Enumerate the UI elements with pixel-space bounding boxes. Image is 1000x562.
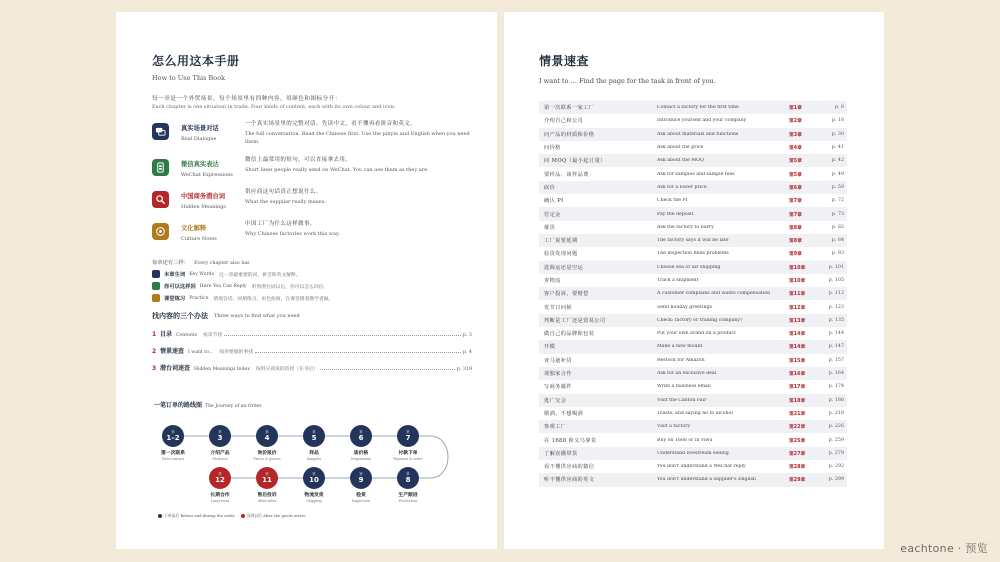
journey-label-en: First contact [161,457,184,461]
task-page: p. 18 [831,118,844,124]
find-heading [152,311,472,321]
extra-practice [152,294,472,302]
extra-name-en: Key Words [189,271,214,277]
also-cn: 每章还有三样： [152,260,190,266]
task-chapter: 第7章 [789,199,802,205]
task-chapter: 第10章 [789,279,806,284]
task-chapter: 第28章 [789,465,806,471]
task-chapter: 第9章 [789,252,802,258]
journey-node-number: 9 [358,476,364,484]
reply-icon [152,282,160,290]
journey-node-label [242,491,292,503]
journey-node-number: 5 [311,434,317,442]
task-en: Introduce yourself and your company [657,118,747,124]
journey-node-number: 7 [405,434,411,442]
journey-label-cn: 售后投诉 [257,493,277,498]
journey-node-prefix: 第 [218,430,222,434]
journey-label-en: Inspection [351,499,370,503]
task-row[interactable] [539,234,847,247]
practice-icon [152,294,160,302]
task-cn: 客户投诉，要赔偿 [544,291,589,298]
task-en: Toasts, and saying no to alcohol [657,410,733,416]
journey-label-cn: 介绍产品 [210,451,230,456]
task-row[interactable] [539,314,847,327]
task-row[interactable] [539,154,847,167]
section-desc-en: What the supplier really means. [245,199,327,205]
journey-title-en: The Journey of an Order [205,404,262,409]
task-en: Check: factory or trading company? [657,317,743,323]
journey-node-number: 6 [358,434,364,442]
legend-dot-after [241,514,245,518]
task-chapter: 第14章 [789,332,806,338]
journey-node-label [195,491,245,503]
journey-label-cn: 询价报价 [257,451,277,456]
journey-node-label [383,449,433,461]
find-num: 3 [152,365,157,372]
task-cn: 在 1688 和义乌拿货 [544,437,597,444]
left-page-title: 怎么用这本手册 [152,54,240,68]
task-page: p. 105 [828,278,844,283]
find-heading-cn: 找内容的三个办法 [152,312,208,320]
task-row[interactable] [539,287,847,300]
section-name-cn: 文化解释 [181,225,207,232]
journey-node-number: 10 [309,476,319,484]
section-desc-en: Why Chinese factories work this way. [245,231,340,237]
section-name-en: Hidden Meanings [181,204,226,210]
task-en: Ask for an exclusive deal [657,371,717,377]
task-page: p. 135 [828,317,844,323]
find-desc: 按章节找 [202,333,223,338]
task-cn: 做自己的品牌和包装 [544,331,595,338]
journey-label-cn: 第一次联系 [161,451,185,456]
find-cn: 潜台词速查 [160,365,191,372]
task-en: Ask for samples and sample fees [657,171,735,177]
task-chapter: 第22章 [789,425,806,431]
task-row[interactable] [539,367,847,380]
task-en: Contact a factory for the first time [657,105,739,111]
extra-name-cn: 你可以这样回 [164,284,196,290]
find-item-i-want-to[interactable] [152,346,472,355]
task-page: p. 123 [828,304,844,310]
task-cn: 听不懂供应商的英文 [544,477,595,484]
section-desc-cn: 供应商这句话真正想说什么。 [245,189,322,195]
task-en: Visit a factory [657,424,691,430]
task-en: Ask for a lower price [657,184,707,190]
find-heading-en: Three ways to find what you need [214,313,300,319]
task-cn: 问价格 [544,145,561,152]
task-en: Restock for Amazon [657,357,705,363]
find-cn: 情景速查 [160,348,185,355]
task-page: p. 144 [828,331,844,337]
task-en: Visit the Canton Fair [657,397,707,403]
task-chapter: 第1章 [789,106,802,112]
task-cn: 查物流 [544,278,561,284]
journey-label-cn: 长期合作 [210,493,230,498]
section-desc-en: The full conversation. Read the Chinese first. Use the pinyin and English when you need them. [245,131,470,145]
task-row[interactable] [539,207,847,220]
task-chapter: 第2章 [789,119,802,125]
extra-reply [152,282,472,290]
task-page: p. 41 [831,145,844,151]
journey-node-prefix: 第 [359,430,363,434]
task-en: The factory says it will be late [657,238,729,244]
legend-dot-before [158,514,162,518]
task-cn: 第一次联系一家工厂 [544,105,595,112]
task-row[interactable] [539,221,847,234]
task-row[interactable] [539,247,847,260]
journey-node-number: 4 [264,434,270,442]
section-name-cn: 真实场景对话 [181,125,219,132]
task-cn: 谈独家合作 [544,371,572,378]
task-page: p. 186 [828,397,844,403]
task-row[interactable] [539,433,847,446]
find-item-hidden-meanings-index[interactable] [152,363,472,372]
task-chapter: 第17章 [789,385,806,391]
left-page-subtitle: How to Use This Book [152,74,226,82]
task-chapter: 第15章 [789,358,806,364]
task-page: p. 42 [831,158,844,164]
journey-node-prefix: 第 [406,430,410,434]
task-en: Make a new mould [657,344,703,350]
extra-name-cn: 课堂练习 [164,296,186,302]
task-cn: 选海运还是空运 [544,264,584,271]
task-cn: 逛广交会 [544,397,567,404]
task-cn: 看不懂供应商的微信 [544,464,595,471]
task-row[interactable] [539,167,847,180]
content-types-list [152,120,472,242]
task-cn: 确认 PI [544,198,564,205]
task-page: p. 299 [828,477,844,483]
task-row[interactable] [539,261,847,274]
journey-node [303,467,325,489]
task-en: Put your own brand on a product [657,331,736,337]
task-page: p. 174 [828,384,844,390]
journey-node-prefix: 第 [218,472,222,476]
task-row[interactable] [539,194,847,207]
task-en: Track a shipment [657,278,699,283]
task-page: p. 226 [828,424,844,430]
task-cn: 写商务邮件 [544,384,572,391]
task-page: p. 292 [828,464,844,470]
also-en: Every chapter also has [194,261,250,266]
task-en: You don't understand a WeChat reply [657,464,746,470]
find-item-contents[interactable] [152,329,472,338]
task-chapter: 第5章 [789,172,802,178]
task-page: p. 259 [828,437,844,443]
task-chapter: 第18章 [789,398,806,404]
journey-node-label [289,491,339,503]
journey-node-prefix: 第 [265,430,269,434]
phone-chat-icon [152,159,169,176]
task-row[interactable] [539,447,847,460]
task-lookup-table [539,101,847,487]
task-en: Choose sea or air shipping [657,264,721,270]
task-cn: 工厂说要延期 [544,238,578,245]
task-row[interactable] [539,300,847,313]
section-desc-cn: 一个真实场景里的完整对话。先读中文，看不懂再看拼音和英文。 [245,121,417,127]
find-num: 1 [152,331,157,338]
task-row[interactable] [539,128,847,141]
task-page: p. 164 [828,371,844,377]
journey-node [397,425,419,447]
chat-bubbles-icon [152,123,169,140]
journey-node-prefix: 第 [265,472,269,476]
journey-node-label [336,449,386,461]
task-chapter: 第3章 [789,132,802,138]
legend-after: 货到以后 After the goods arrive [246,513,306,518]
task-en: Understand livestream selling [657,450,729,456]
journey-label-cn: 谈价格 [353,451,369,456]
dot-leader [320,369,455,370]
task-row[interactable] [539,181,847,194]
journey-label-cn: 物流发货 [304,493,324,498]
find-en: Hidden Meanings Index [194,367,250,372]
section-name-en: WeChat Expressions [181,172,233,178]
task-cn: 问 MOQ（最小起订量） [544,158,606,165]
task-en: The inspection finds problems [657,251,729,257]
task-page: p. 73 [831,211,844,217]
task-cn: 了解直播带货 [544,450,578,457]
section-hidden-meanings [152,188,472,210]
journey-node-number: 12 [215,476,225,484]
find-num: 2 [152,348,157,355]
intro-chinese: 每一章是一个外贸场景。每个场景里有四种内容，用颜色和图标分开： [152,96,341,102]
section-wechat-expressions [152,156,472,178]
section-name-en: Real Dialogue [181,136,217,142]
journey-node-label [148,449,198,461]
task-page: p. 147 [828,344,844,350]
journey-node-prefix: 第 [171,430,175,434]
task-en: Pay the deposit [657,211,694,217]
task-row[interactable] [539,407,847,420]
task-row[interactable] [539,473,847,486]
task-page: p. 157 [828,357,844,363]
journey-label-cn: 生产跟进 [398,493,418,498]
brand-watermark: eachtone · 预览 [900,542,988,555]
magnifier-icon [152,191,169,208]
task-row[interactable] [539,114,847,127]
journey-node-label [289,449,339,461]
extra-desc: 听到潜台词以后，你可以怎么回应。 [251,284,329,290]
journey-label-cn: 验货 [356,493,366,498]
task-chapter: 第4章 [789,146,802,152]
order-journey-diagram [154,400,464,525]
task-en: Check the PI [657,198,688,204]
task-page: p. 93 [831,251,844,257]
journey-node-number: 11 [262,476,272,484]
task-row[interactable] [539,101,847,114]
journey-label-en: Prices & quotes [253,457,281,461]
culture-medallion-icon [152,223,169,240]
find-page: p. 319 [456,367,472,372]
journey-node-label [383,491,433,503]
task-en: You don't understand a supplier's English [657,477,756,483]
task-page: p. 72 [831,198,844,204]
find-page: p. 4 [462,350,472,355]
task-en: Ask about the MOQ [657,158,704,164]
also-has-line [152,258,472,266]
find-desc: 按供应商说的话找（在书后） [255,367,319,372]
journey-node [397,467,419,489]
task-en: Write a business email [657,384,711,390]
task-chapter: 第13章 [789,318,806,324]
journey-label-en: Production [398,499,418,503]
task-cn: 验货发现问题 [544,251,578,258]
task-chapter: 第5章 [789,159,802,165]
task-page: p. 112 [828,291,844,297]
task-en: A customer complains and wants compensation [657,291,771,297]
extra-desc: 情境会话、回填练习、角色扮演，在课堂跟着教学者做。 [213,296,334,302]
key-words-icon [152,270,160,278]
task-page: p. 30 [831,131,844,137]
task-page: p. 84 [831,238,844,244]
journey-label-en: Payment & order [393,457,423,461]
journey-node-prefix: 第 [312,472,316,476]
journey-label-en: Long-term [211,499,229,503]
journey-node [350,467,372,489]
task-row[interactable] [539,394,847,407]
task-chapter: 第11章 [789,292,806,298]
extra-name-cn: 本章生词 [164,272,186,278]
legend-before: 下单前后 Before and during the order [164,513,235,518]
task-row[interactable] [539,340,847,353]
task-cn: 介绍自己和公司 [544,118,584,125]
section-desc-cn: 中国工厂为什么这样做事。 [245,221,316,227]
dot-leader [224,335,461,336]
task-en: Send holiday greetings [657,304,712,310]
journey-node-prefix: 第 [312,430,316,434]
task-row[interactable] [539,141,847,154]
task-cn: 付定金 [544,211,561,218]
journey-node-label [195,449,245,461]
task-chapter: 第29章 [789,478,806,484]
task-chapter: 第7章 [789,212,802,218]
journey-node [209,425,231,447]
journey-node-prefix: 第 [359,472,363,476]
find-page: p. 3 [462,333,472,338]
task-chapter: 第8章 [789,225,802,231]
task-chapter: 第16章 [789,372,806,378]
task-row[interactable] [539,420,847,433]
task-chapter: 第21章 [789,411,806,417]
task-chapter: 第14章 [789,345,806,351]
journey-label-cn: 样品 [309,451,319,456]
journey-title-cn: 一笔订单的路线图 [154,402,203,409]
task-en: Ask about materials and functions [657,131,739,137]
task-page: p. 8 [834,105,844,111]
task-chapter: 第27章 [789,451,806,457]
journey-connector-lines [154,400,464,525]
left-page [116,12,497,549]
journey-node [162,425,184,447]
journey-node [256,467,278,489]
section-desc-en: Short lines people really send on WeChat. You can use them as they are. [245,167,429,173]
task-chapter: 第12章 [789,305,806,311]
section-culture-notes [152,220,472,242]
section-name-cn: 中国商务潜台词 [181,193,226,200]
task-row[interactable] [539,460,847,473]
task-page: p. 279 [828,450,844,456]
task-cn: 发节日问候 [544,304,572,311]
journey-node-number: 1–2 [166,434,180,442]
task-cn: 敬酒、不想喝酒 [544,410,584,417]
section-desc-cn: 微信上最常用的短句，可以直接拿去用。 [245,157,352,163]
dot-leader [255,352,461,353]
section-name-cn: 微信真实表达 [181,161,219,168]
journey-label-en: Negotiation [350,457,372,461]
task-row[interactable] [539,354,847,367]
extra-name-en: Here You Can Reply [199,283,247,289]
right-page-subtitle: I want to … Find the page for the task in front of you. [539,77,716,85]
find-desc: 按你要做的事找 [219,350,254,355]
task-cn: 催货 [544,224,556,231]
task-cn: 开模 [544,344,556,351]
task-cn: 要样品、谈样品费 [544,171,589,178]
section-name-en: Culture Notes [181,236,217,242]
task-en: Buy on 1688 or in Yiwu [657,437,713,443]
task-en: Ask about the price [657,145,704,151]
task-cn: 判断是工厂还是贸易公司 [544,317,606,324]
task-chapter: 第10章 [789,265,806,271]
journey-legend [158,513,306,519]
extra-key-words [152,270,472,278]
task-en: Ask the factory to hurry [657,224,714,230]
right-page-title: 情景速查 [539,54,590,68]
intro-english: Each chapter is one situation in trade. Four kinds of content, each with its own colour and icon: [152,104,396,110]
extra-name-en: Practice [189,295,209,301]
journey-label-en: Samples [306,457,322,461]
journey-node-prefix: 第 [406,472,410,476]
journey-node [303,425,325,447]
task-page: p. 101 [828,264,844,270]
right-page [504,12,884,549]
task-row[interactable] [539,274,847,287]
task-chapter: 第6章 [789,185,802,191]
journey-node-label [336,491,386,503]
task-cn: 砍价 [544,184,556,191]
task-cn: 问产品的材质和价格 [544,131,595,138]
task-row[interactable] [539,327,847,340]
journey-node [209,467,231,489]
task-page: p. 49 [831,171,844,177]
task-row[interactable] [539,380,847,393]
extra-desc: 这一章最重要的词，拼音和英文解释。 [218,272,301,278]
journey-node-label [242,449,292,461]
task-page: p. 218 [828,410,844,416]
task-chapter: 第25章 [789,438,806,444]
journey-label-cn: 付款下单 [398,451,418,456]
journey-node [350,425,372,447]
task-cn: 参观工厂 [544,424,567,431]
find-en: Contents [176,333,197,338]
task-page: p. 59 [831,184,844,190]
journey-node [256,425,278,447]
find-cn: 目录 [160,331,173,338]
task-page: p. 82 [831,224,844,230]
find-en: I want to… [188,350,214,355]
task-chapter: 第8章 [789,239,802,245]
journey-node-number: 3 [217,434,223,442]
journey-node-number: 8 [405,476,411,484]
journey-label-en: After-sales [257,499,277,503]
journey-label-en: Shipping [306,499,322,503]
journey-label-en: Products [212,457,228,461]
section-real-dialogue [152,120,472,146]
task-cn: 亚马逊补货 [544,357,572,364]
